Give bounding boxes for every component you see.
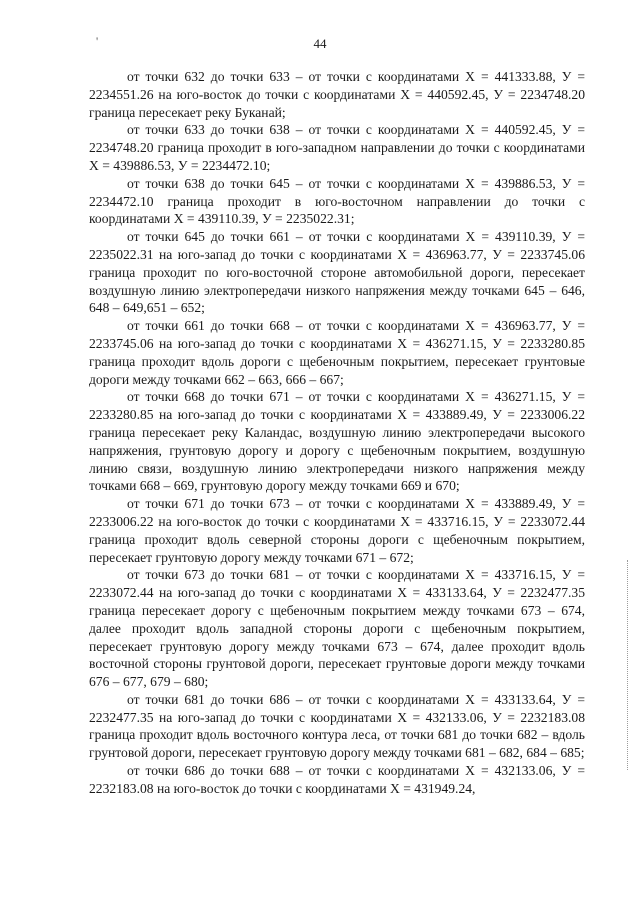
paragraph-638-645: от точки 638 до точки 645 – от точки с координатами Х = 439886.53, У = 2234472.10 граница проходит в юго-восточном направлении до точки с координатами Х = 439110.39, У = 2235022.31; (89, 175, 585, 227)
paragraph-686-688: от точки 686 до точки 688 – от точки с координатами Х = 432133.06, У = 2232183.08 на юго-восток до точки с координатами Х = 431949.24, (89, 763, 585, 796)
page-number: 44 (313, 36, 327, 51)
scan-margin-mark: ' (96, 34, 99, 48)
paragraph-668-671: от точки 668 до точки 671 – от точки с координатами Х = 436271.15, У = 2233280.85 на юго-запад до точки с координатами Х = 433889.49, У = 2233006.22 граница пересекает реку Каландас, воздушную линию электропередачи высокого напряжения, грунтовую дорогу и дорогу с щебеночным покрытием, воздушную линию связи, воздушную линию электропередачи низкого напряжения между точками 668 – 669, грунтовую дорогу между точками 669 и 670; (89, 389, 585, 494)
paragraph-645-661: от точки 645 до точки 661 – от точки с координатами Х = 439110.39, У = 2235022.31 на юго-запад до точки с координатами Х = 436963.77, У = 2233745.06 граница проходит по юго-восточной стороне автомобильной дороги, пересекает воздушную линию электропередачи низкого напряжения между точками 645 – 646, 648 – 649,651 – 652; (89, 229, 585, 316)
paragraph-632-633: от точки 632 до точки 633 – от точки с координатами Х = 441333.88, У = 2234551.26 на юго-восток до точки с координатами Х = 440592.45, У = 2234748.20 граница пересекает реку Буканай; (89, 69, 585, 120)
paragraph-633-638: от точки 633 до точки 638 – от точки с координатами Х = 440592.45, У = 2234748.20 граница проходит в юго-западном направлении до точки с координатами Х = 439886.53, У = 2234472.10; (89, 122, 585, 173)
scan-edge-artifact (627, 560, 630, 770)
paragraph-661-668: от точки 661 до точки 668 – от точки с координатами Х = 436963.77, У = 2233745.06 на юго-запад до точки с координатами Х = 436271.15, У = 2233280.85 граница проходит вдоль дороги с щебеночным покрытием, пересекает грунтовые дороги между точками 662 – 663, 666 – 667; (89, 318, 585, 387)
document-body (89, 68, 585, 798)
paragraph-671-673: от точки 671 до точки 673 – от точки с координатами Х = 433889.49, У = 2233006.22 на юго-восток до точки с координатами Х = 433716.15, У = 2233072.44 граница проходит вдоль северной стороны дороги с щебеночным покрытием, пересекает грунтовую дорогу между точками 671 – 672; (89, 496, 585, 565)
paragraph-681-686: от точки 681 до точки 686 – от точки с координатами Х = 433133.64, У = 2232477.35 на юго-запад до точки с координатами Х = 432133.06, У = 2232183.08 граница проходит вдоль восточного контура леса, от точки 681 до точки 682 – вдоль грунтовой дороги, пересекает грунтовую дорогу между точками 681 – 682, 684 – 685; (89, 691, 585, 761)
paragraph-673-681: от точки 673 до точки 681 – от точки с координатами Х = 433716.15, У = 2233072.44 на юго-запад до точки с координатами Х = 433133.64, У = 2232477.35 граница пересекает дорогу с щебеночным покрытием между точками 673 – 674, далее проходит вдоль западной стороны дороги с щебеночным покрытием, пересекает грунтовую дорогу между точками 673 – 674, далее проходит вдоль восточной стороны грунтовой дороги, пересекает грунтовые дороги между точками 676 – 677, 679 – 680; (89, 567, 585, 690)
